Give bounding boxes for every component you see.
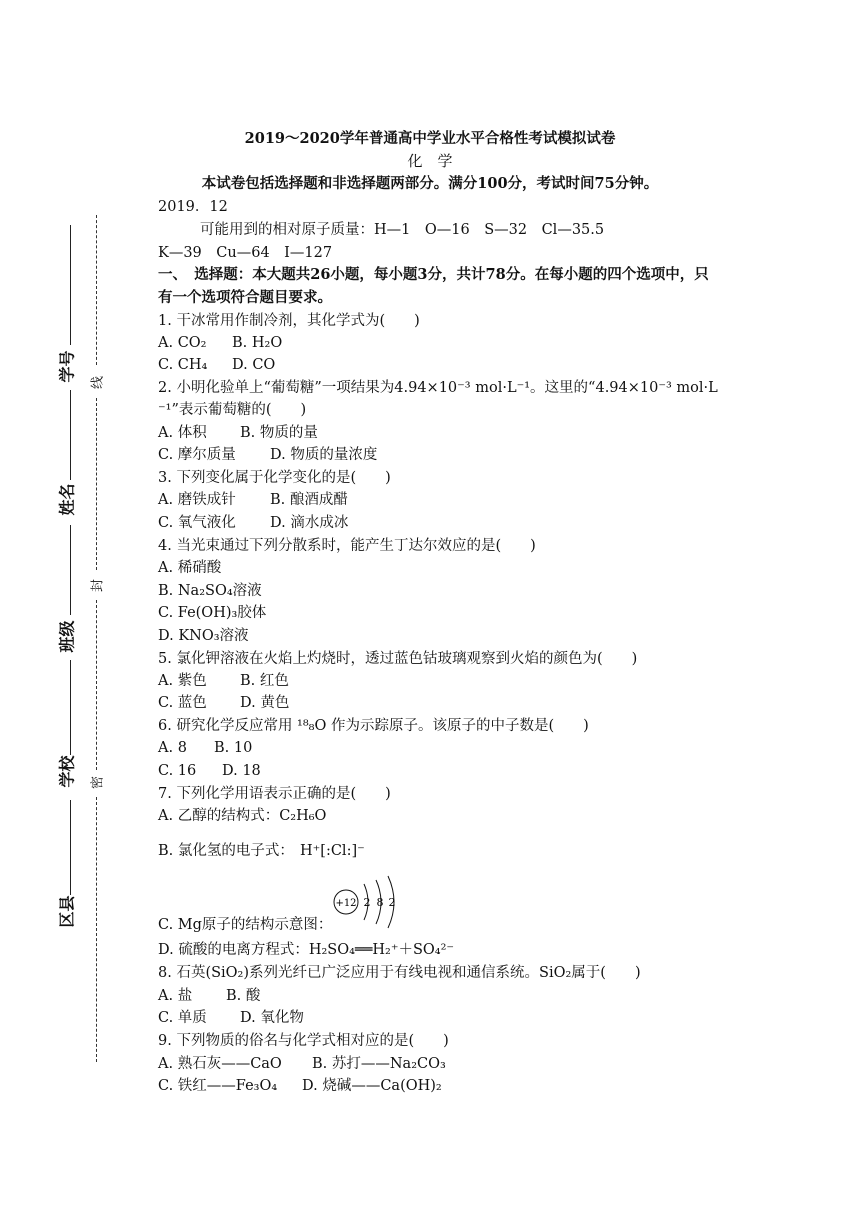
atomic-mass-line-1: 可能用到的相对原子质量：H—1 O—16 S—32 Cl—35.5 [200, 222, 605, 238]
question-3-option-a: A. 磨铁成针 [158, 492, 236, 508]
school-line [70, 660, 71, 755]
question-7-option-b-label: B. 氯化氢的电子式： [158, 843, 294, 859]
question-9-option-c: C. 铁红——Fe₃O₄ [158, 1078, 278, 1094]
name-label: 姓名 [57, 483, 77, 516]
question-6-option-c: C. 16 [158, 763, 197, 779]
question-8-option-d: D. 氧化物 [240, 1010, 304, 1026]
question-9-option-b: B. 苏打——Na₂CO₃ [312, 1056, 446, 1072]
nucleus-charge: +12 [335, 898, 357, 909]
question-6-option-d: D. 18 [222, 763, 261, 779]
seal-mark-seal: 封 [90, 579, 106, 593]
question-6-option-b: B. 10 [214, 740, 253, 756]
question-4-option-b: B. Na₂SO₄溶液 [158, 583, 262, 599]
section-heading-line-1: 一、 选择题：本大题共26小题，每小题3分，共计78分。在每小题的四个选项中，只 [158, 266, 709, 283]
question-5-option-b: B. 红色 [240, 673, 289, 689]
question-7-option-b-electron-formula: H⁺[:Cl:]⁻ [300, 843, 365, 859]
question-1-option-d: D. CO [232, 357, 276, 373]
question-8-option-a: A. 盐 [158, 988, 193, 1004]
question-1-stem: 1. 干冰常用作制冷剂，其化学式为( ) [158, 313, 420, 329]
question-9-option-a: A. 熟石灰——CaO [158, 1056, 282, 1072]
school-label: 学校 [57, 755, 77, 788]
question-4-option-c: C. Fe(OH)₃胶体 [158, 605, 267, 621]
section-heading-line-2: 有一个选项符合题目要求。 [158, 289, 332, 306]
seal-mark-line: 线 [90, 376, 106, 390]
shell-1-electrons: 2 [363, 896, 371, 909]
question-2-option-c: C. 摩尔质量 [158, 447, 236, 463]
student-id-label: 学号 [57, 350, 77, 383]
question-7-stem: 7. 下列化学用语表示正确的是( ) [158, 786, 391, 802]
question-8-option-c: C. 单质 [158, 1010, 207, 1026]
question-8-option-b: B. 酸 [226, 988, 261, 1004]
question-2-stem-line-2: ⁻¹”表示葡萄糖的( ) [158, 402, 307, 418]
question-6-option-a: A. 8 [158, 740, 187, 756]
question-4-option-a: A. 稀硝酸 [158, 560, 222, 576]
question-5-option-d: D. 黄色 [240, 695, 290, 711]
question-2-option-b: B. 物质的量 [240, 425, 318, 441]
student-id-line [70, 225, 71, 345]
exam-title: 2019～2020学年普通高中学业水平合格性考试模拟试卷 [244, 130, 616, 147]
question-4-option-d: D. KNO₃溶液 [158, 628, 249, 644]
question-1-option-c: C. CH₄ [158, 357, 208, 373]
name-line [70, 390, 71, 480]
question-9-stem: 9. 下列物质的俗名与化学式相对应的是( ) [158, 1033, 449, 1049]
question-2-option-d: D. 物质的量浓度 [270, 447, 378, 463]
question-5-stem: 5. 氯化钾溶液在火焰上灼烧时，透过蓝色钴玻璃观察到火焰的颜色为( ) [158, 651, 638, 667]
district-line [70, 800, 71, 895]
question-5-option-c: C. 蓝色 [158, 695, 207, 711]
class-line [70, 525, 71, 615]
question-6-stem: 6. 研究化学反应常用 ¹⁸₈O 作为示踪原子。该原子的中子数是( ) [158, 718, 589, 734]
question-2-option-a: A. 体积 [158, 425, 207, 441]
question-7-option-d: D. 硫酸的电离方程式：H₂SO₄══H₂⁺＋SO₄²⁻ [158, 942, 455, 958]
question-3-option-d: D. 滴水成冰 [270, 515, 349, 531]
exam-intro: 本试卷包括选择题和非选择题两部分。满分100分，考试时间75分钟。 [201, 175, 659, 192]
class-label: 班级 [57, 620, 77, 653]
question-3-option-c: C. 氧气液化 [158, 515, 236, 531]
question-5-option-a: A. 紫色 [158, 673, 207, 689]
question-7-option-a: A. 乙醇的结构式：C₂H₆O [158, 808, 327, 824]
subject-title: 化 学 [407, 152, 453, 170]
seal-mark-secret: 密 [90, 776, 106, 790]
seal-dashed-line-mid1 [96, 398, 97, 570]
question-3-stem: 3. 下列变化属于化学变化的是( ) [158, 470, 391, 486]
mg-atomic-structure-diagram [328, 874, 408, 930]
question-4-stem: 4. 当光束通过下列分散系时，能产生丁达尔效应的是( ) [158, 538, 536, 554]
seal-dashed-line-mid2 [96, 600, 97, 770]
seal-dashed-line-top [96, 215, 97, 365]
atomic-mass-line-2: K—39 Cu—64 I—127 [158, 245, 333, 261]
question-2-stem-line-1: 2. 小明化验单上“葡萄糖”一项结果为4.94×10⁻³ mol·L⁻¹。这里的“4.94×10⁻³ mol·L [158, 380, 718, 396]
shell-3-electrons: 2 [388, 896, 396, 909]
question-8-stem: 8. 石英(SiO₂)系列光纤已广泛应用于有线电视和通信系统。SiO₂属于( ) [158, 965, 641, 981]
question-1-option-b: B. H₂O [232, 335, 283, 351]
exam-date: 2019．12 [158, 199, 228, 215]
shell-2-electrons: 8 [376, 896, 384, 909]
district-label: 区县 [57, 895, 77, 928]
question-1-option-a: A. CO₂ [158, 335, 207, 351]
question-9-option-d: D. 烧碱——Ca(OH)₂ [302, 1078, 442, 1094]
question-3-option-b: B. 酿酒成醋 [270, 492, 348, 508]
seal-dashed-line-bottom [96, 797, 97, 1062]
question-7-option-c-label: C. Mg原子的结构示意图： [158, 917, 333, 933]
